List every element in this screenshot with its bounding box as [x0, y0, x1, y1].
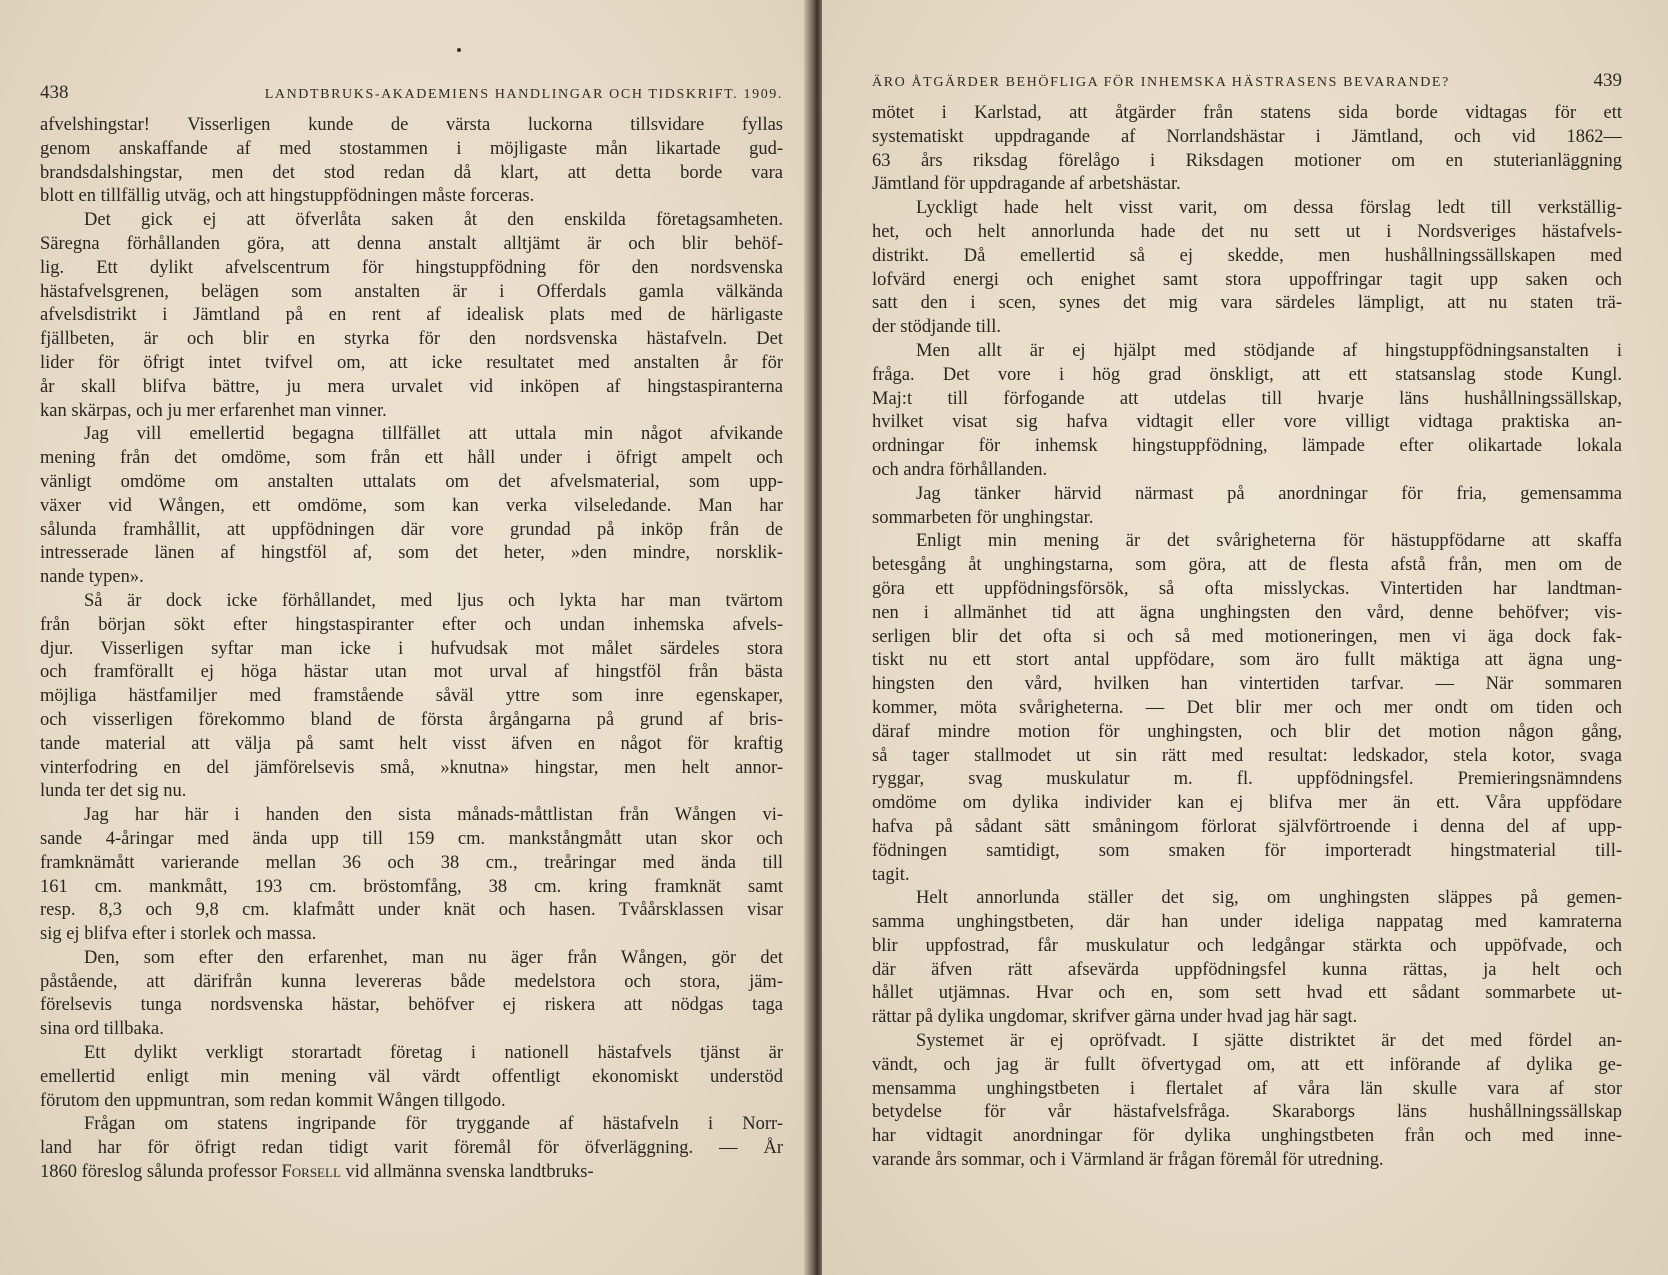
right-page-header: [872, 70, 1622, 96]
text-line: satt den i scen, synes det mig vara särdeles lämpligt, att nu staten trä-: [872, 293, 1622, 314]
text-line: kan skärpas, och ju mer erfarenhet man vinner.: [40, 400, 387, 421]
text-line: har vidtagit anordningar för dylika unghingstbeten från och med inne-: [872, 1126, 1622, 1147]
text-line: ryggar, svag muskulatur m. fl. uppfödningsfel. Premieringsnämndens: [872, 769, 1622, 790]
text-line: Den, som efter den erfarenhet, man nu äger från Wången, gör det: [84, 947, 783, 968]
text-line: lunda ter det sig nu.: [40, 781, 187, 802]
text-line: år skall blifva bättre, ju mera urvalet vid inköpen af hingstaspiranterna: [40, 376, 783, 397]
text-line: Enligt min mening är det svårigheterna för hästuppfödarne att skaffa: [916, 531, 1622, 552]
text-line: afvelsdistrikt i Jämtland på en rent af idealisk plats med de härligaste: [40, 305, 783, 326]
text-line: lider för öfrigt intet tvifvel om, att icke resultatet med anstalten år för: [40, 352, 783, 373]
text-line: påstående, att därifrån kunna levereras både medelstora och stora, jäm-: [40, 971, 783, 992]
text-line: Jag har här i handen den sista månads-måttlistan från Wången vi-: [84, 805, 783, 826]
text-line: sommarbeten för unghingstar.: [872, 507, 1094, 528]
text-line: rättar på dylika ungdomar, skrifver gärna under hvad jag här sagt.: [872, 1007, 1358, 1028]
text-line: varande års sommar, och i Värmland är frågan föremål för utredning.: [872, 1150, 1384, 1171]
text-line: Jag vill emellertid begagna tillfället att uttala min något afvikande: [84, 424, 783, 445]
text-line: där äfven rätt afsevärda uppfödningsfel kunna rättas, ja helt och: [872, 959, 1622, 980]
text-line: betesgång åt unghingstarna, som göra, att de flesta afstå från, men om de: [872, 555, 1622, 576]
text-line: möjliga hästfamiljer med framstående såväl yttre som inre egenskaper,: [40, 686, 783, 707]
text-line: emellertid enligt min mening väl värdt offentligt ekonomiskt understöd: [40, 1066, 783, 1087]
text-line: tande material att välja på samt helt visst äfven en något för kraftig: [40, 733, 783, 754]
right-running-head: ÄRO ÅTGÄRDER BEHÖFLIGA FÖR INHEMSKA HÄSTRASENS BEVARANDE?: [872, 75, 1450, 90]
text-line: der stödjande till.: [872, 317, 1001, 338]
text-line: lofvärd energi och enighet samt stora uppoffringar tagit upp saken och: [872, 269, 1622, 290]
text-line: serligen blir det ofta si och så med motioneringen, men vi äga dock fak-: [872, 626, 1622, 647]
text-line: och framförallt ej höga hästar utan mot urval af hingstföl från bästa: [40, 662, 783, 683]
text-line: brandsdalshingstar, men det stod redan då klart, att detta borde vara: [40, 162, 783, 183]
text-line: nande typen».: [40, 567, 144, 588]
text-line: Maj:t till förfogande att utdelas till hvarje läns hushållningssällskap,: [872, 388, 1622, 409]
text-line: fjällbeten, är och blir en styrka för den nordsvenska hästafveln. Det: [40, 329, 783, 350]
text-line: sande 4-åringar med ända upp till 159 cm. mankstångmått utan skor och: [40, 828, 783, 849]
text-line: tiskt nu ett stort antal uppfödare, som äro fullt mäktiga att ägna ung-: [872, 650, 1622, 671]
text-line: tagit.: [872, 864, 910, 885]
text-line: Jag tänker härvid närmast på anordningar för fria, gemensamma: [916, 483, 1622, 504]
text-line: omdöme om dylika individer kan ej blifva mer än ett. Våra uppfödare: [872, 793, 1622, 814]
left-page-body: [40, 114, 783, 1185]
text-line: hafva på sådant sätt småningom förlorat självförtroende i denna del af upp-: [872, 816, 1622, 837]
text-line: betydelse för vår hästafvelsfråga. Skaraborgs läns hushållningssällskap: [872, 1102, 1622, 1123]
text-line: Jämtland för uppdragande af arbetshästar.: [872, 174, 1181, 195]
text-line: Säregna förhållanden göra, att denna anstalt alltjämt är och blir behöf-: [40, 233, 783, 254]
text-line: resp. 8,3 och 9,8 cm. klafmått under knät och hasen. Tvåårsklassen visar: [40, 900, 783, 921]
ink-dot: [457, 48, 461, 52]
left-page-number: 438: [40, 82, 69, 103]
text-line: hållet utjämnas. Hvar och en, som sett hvad ett sådant sommarbete ut-: [872, 983, 1622, 1004]
text-line: göra ett uppfödningsförsök, så ofta misslyckas. Vintertiden har landtman-: [872, 578, 1622, 599]
text-line: blir uppfostrad, får muskulatur och ledgångar stärkta och uppöfvade, och: [872, 935, 1622, 956]
text-line: vinterfodring en del jämförelsevis små, »knutna» hingstar, men helt annor-: [40, 757, 783, 778]
text-line: intresserade länen af hingstföl af, som det heter, »den mindre, norsklik-: [40, 543, 783, 564]
text-line: hingsten den vård, hvilken han vintertiden tarfvar. — När sommaren: [872, 674, 1622, 695]
text-line: Systemet är ej opröfvadt. I sjätte distriktet är det med fördel an-: [916, 1031, 1622, 1052]
text-line: sina ord tillbaka.: [40, 1019, 164, 1040]
text-line: Lyckligt hade helt visst varit, om dessa förslag ledt till verkställig-: [916, 198, 1622, 219]
text-line: vändt, och jag är fullt öfvertygad om, att ett införande af dylika ge-: [872, 1054, 1622, 1075]
text-line: sålunda framhållit, att uppfödningen där vore grundad på inköp från de: [40, 519, 783, 540]
text-line: het, och helt annorlunda hade det nu sett ut i Nordsveriges hästafvels-: [872, 221, 1622, 242]
right-page-body: [872, 102, 1622, 1173]
text-line: Helt annorlunda ställer det sig, om unghingsten släppes på gemen-: [916, 888, 1622, 909]
text-line: Så är dock icke förhållandet, med ljus och lykta har man tvärtom: [84, 590, 783, 611]
text-line: ordningar för inhemsk hingstuppfödning, lämpade efter olikartade lokala: [872, 436, 1622, 457]
text-line: djur. Visserligen syftar man icke i hufvudsak mot målet särdeles stora: [40, 638, 783, 659]
left-page: [0, 0, 815, 1275]
text-line: förelsevis tunga nordsvenska hästar, behöfver ej riskera att nödgas taga: [40, 995, 783, 1016]
text-line: mening från det omdöme, som från ett håll under i öfrigt ampelt och: [40, 448, 783, 469]
text-line: land har för öfrigt redan tidigt varit föremål för öfverläggning. — År: [40, 1138, 783, 1159]
text-line: födningen samtidigt, som smaken för importeradt hingstmaterial till-: [872, 840, 1622, 861]
text-line: lig. Ett dylikt afvelscentrum för hingstuppfödning för den nordsvenska: [40, 257, 783, 278]
text-line: hvilket visat sig hafva vidtagit eller vore villigt vidtaga praktiska an-: [872, 412, 1622, 433]
text-line: och visserligen förekommo bland de första årgångarna på grund af bris-: [40, 709, 783, 730]
text-line: Ett dylikt verkligt storartadt företag i nationell hästafvels tjänst är: [84, 1043, 783, 1064]
text-line: växer vid Wången, ett omdöme, som kan verka vilseledande. Man har: [40, 495, 783, 516]
text-line: Men allt är ej hjälpt med stödjande af hingstuppfödningsanstalten i: [916, 340, 1622, 361]
text-line: kommer, möta svårigheterna. — Det blir mer och mer ondt om tiden och: [872, 697, 1622, 718]
text-line: 63 års riksdag förelågo i Riksdagen motioner om en stuterianläggning: [872, 150, 1622, 171]
text-line: Frågan om statens ingripande för tryggande af hästafveln i Norr-: [84, 1114, 783, 1135]
right-page-number: 439: [1593, 70, 1622, 91]
left-running-head: LANDTBRUKS-AKADEMIENS HANDLINGAR OCH TIDSKRIFT. 1909.: [264, 87, 783, 102]
text-line: framknämått varierande mellan 36 och 38 cm., treåringar med ända till: [40, 852, 783, 873]
text-line: från början sökt efter hingstaspiranter efter och undan inhemska afvels-: [40, 614, 783, 635]
text-line: distrikt. Då emellertid så ej skedde, men hushållningssällskapen med: [872, 245, 1622, 266]
text-line: afvelshingstar! Visserligen kunde de värsta luckorna tillsvidare fyllas: [40, 115, 783, 135]
text-line: systematiskt uppdragande af Norrlandshästar i Jämtland, och vid 1862—: [872, 126, 1622, 147]
text-line: och andra förhållanden.: [872, 459, 1048, 480]
text-line: genom anskaffande af med stostammen i möjligaste mån likartade gud-: [40, 138, 783, 159]
text-line: Det gick ej att öfverlåta saken åt den enskilda företagsamheten.: [84, 210, 783, 231]
text-line: vänligt omdöme om anstalten uttalats om det afvelsmaterial, som upp-: [40, 471, 783, 492]
text-line: däraf mindre motion för unghingsten, och blir det motion någon gång,: [872, 721, 1622, 742]
text-line: nen i allmänhet tid att ägna unghingsten den vård, denne behöfver; vis-: [872, 602, 1622, 623]
text-line: samma unghingstbeten, där han under ideliga nappatag med kamraterna: [872, 912, 1622, 933]
text-line: 161 cm. mankmått, 193 cm. bröstomfång, 38 cm. kring framknät samt: [40, 876, 783, 897]
text-line: så tager stallmodet ut sin rätt med resultat: ledskador, stela kotor, svaga: [872, 745, 1622, 766]
text-line: mötet i Karlstad, att åtgärder från statens sida borde vidtagas för ett: [872, 103, 1622, 123]
text-line: förutom den uppmuntran, som redan kommit Wången tillgodo.: [40, 1090, 506, 1111]
text-line: sig ej blifva efter i storlek och massa.: [40, 924, 317, 945]
left-page-header: [40, 82, 783, 108]
right-page: [822, 0, 1668, 1275]
text-line: blott en tillfällig utväg, och att hingstuppfödningen måste forceras.: [40, 186, 535, 207]
text-line: 1860 föreslog sålunda professor Forsell vid allmänna svenska landtbruks-: [40, 1162, 594, 1183]
text-line: mensamma unghingstbeten i flertalet af våra län skulle vara af stor: [872, 1078, 1622, 1099]
text-line: hästafvelsgrenen, belägen som anstalten är i Offerdals gamla välkända: [40, 281, 783, 302]
text-line: fråga. Det vore i hög grad önskligt, att ett statsanslag stode Kungl.: [872, 364, 1622, 385]
